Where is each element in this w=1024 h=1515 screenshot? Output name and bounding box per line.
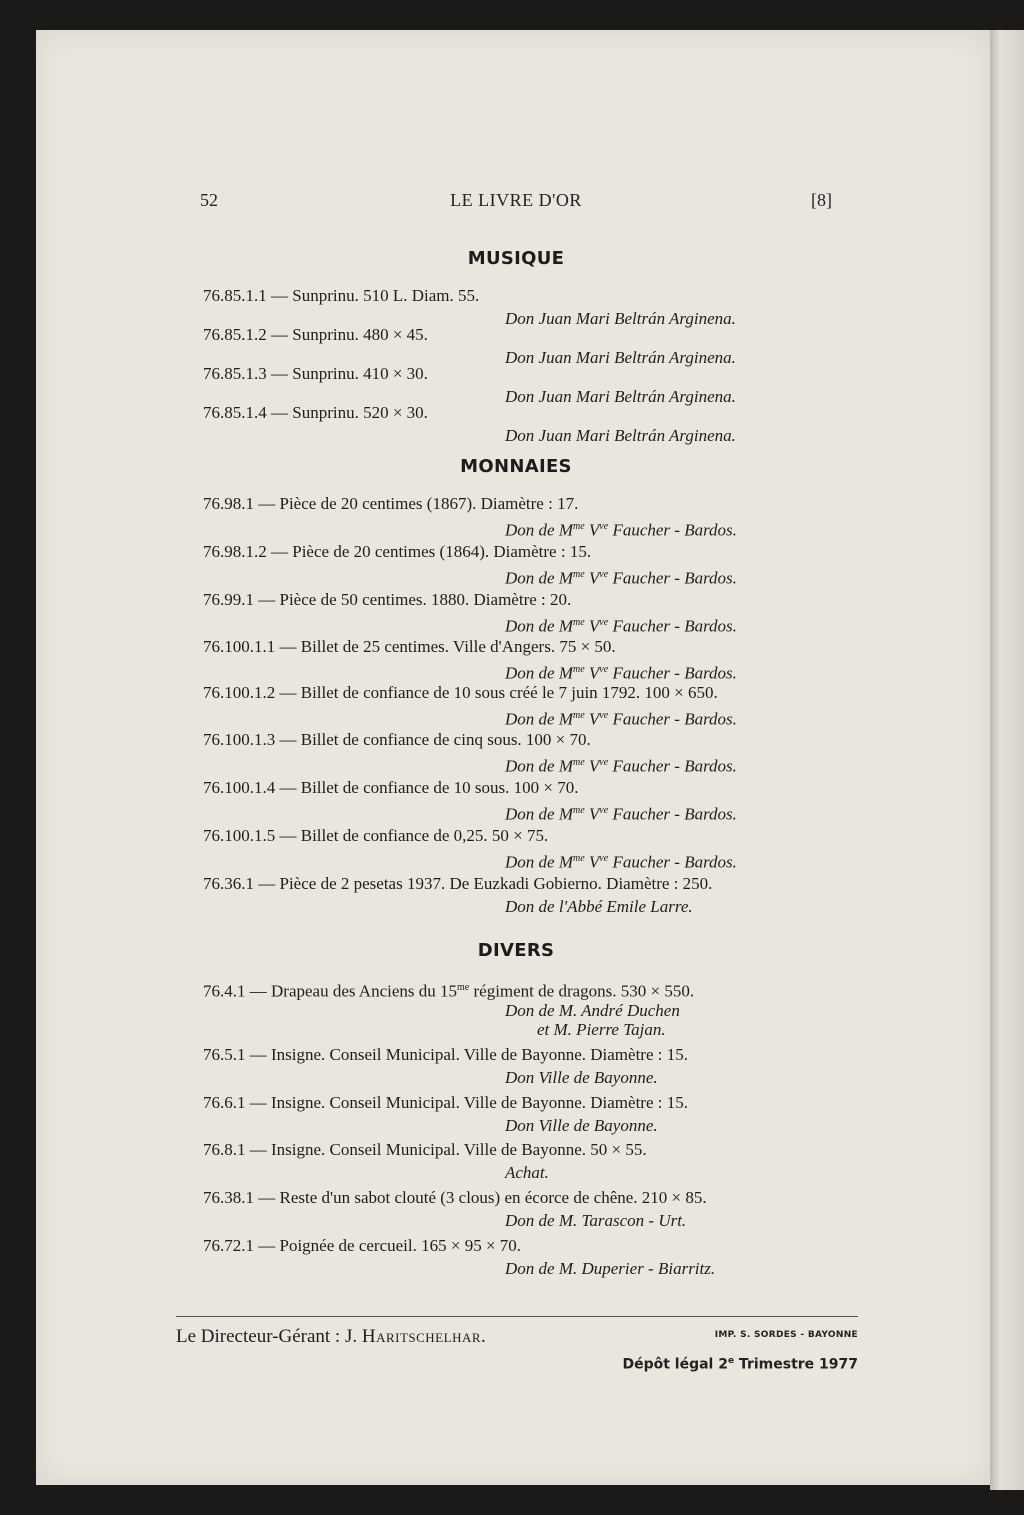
entry-monnaie: 76.100.1.1 — Billet de 25 centimes. Ville d'Angers. 75 × 50. Don de $M^{me}$ $V^{ve}$ Faucher - Bardos.	[203, 637, 737, 683]
entry-monnaie: 76.98.1 — Pièce de 20 centimes (1867). Diamètre : 17. Don de $M^{me}$ $V^{ve}$ Faucher - Bardos.	[203, 494, 737, 540]
section-title-musique: MUSIQUE	[467, 248, 565, 269]
entry-musique: 76.85.1.1 — Sunprinu. 510 L. Diam. 55. Don Juan Mari Beltrán Arginena. 76.85.1.2 — Sunprinu. 480 × 45. Don Juan Mari Beltrán Arginena. 76.85.1.3 — Sunprinu. 410 × 30. Don Juan Mari Beltrán Arginena. 76.85.1.4 — Sunprinu. 520 × 30. Don Juan Mari Beltrán Arginena.	[203, 286, 736, 445]
next-page-edge	[990, 30, 1024, 1490]
entry-monnaie: 76.100.1.5 — Billet de confiance de 0,25. 50 × 75. Don de $M^{me}$ $V^{ve}$ Faucher - Bardos.	[203, 826, 737, 872]
running-title: LE LIVRE D'OR	[450, 190, 582, 210]
section-title-monnaies: MONNAIES	[460, 456, 572, 477]
page-number: 52	[200, 190, 218, 210]
entry-monnaie: 76.99.1 — Pièce de 50 centimes. 1880. Diamètre : 20. Don de $M^{me}$ $V^{ve}$ Faucher - Bardos.	[203, 590, 737, 636]
directeur-name: Haritschelhar.	[361, 1326, 487, 1347]
entry-divers: 76.6.1 — Insigne. Conseil Municipal. Ville de Bayonne. Diamètre : 15. Don Ville de Bayonne.	[203, 1093, 688, 1135]
footer-divider	[176, 1316, 858, 1317]
section-title-divers: DIVERS	[477, 940, 555, 961]
entry-divers: 76.38.1 — Reste d'un sabot clouté (3 clous) en écorce de chêne. 210 × 85. Don de M. Tarascon - Urt.	[203, 1188, 707, 1230]
entry-divers: 76.8.1 — Insigne. Conseil Municipal. Ville de Bayonne. 50 × 55. Achat.	[203, 1140, 647, 1182]
entry-monnaie: 76.98.1.2 — Pièce de 20 centimes (1864). Diamètre : 15. Don de $M^{me}$ $V^{ve}$ Faucher - Bardos.	[203, 542, 737, 588]
entry-monnaie: 76.36.1 — Pièce de 2 pesetas 1937. De Euzkadi Gobierno. Diamètre : 250. Don de l'Abbé Emile Larre.	[203, 874, 713, 916]
entry-monnaie: 76.100.1.4 — Billet de confiance de 10 sous. 100 × 70. Don de $M^{me}$ $V^{ve}$ Faucher - Bardos.	[203, 778, 737, 824]
entry-divers: 76.5.1 — Insigne. Conseil Municipal. Ville de Bayonne. Diamètre : 15. Don Ville de Bayonne.	[203, 1045, 688, 1087]
page-header	[200, 186, 832, 216]
footer-depot-legal: Dépôt légal 2e Trimestre 1977	[622, 1356, 858, 1373]
entry-monnaie: 76.100.1.2 — Billet de confiance de 10 sous créé le 7 juin 1792. 100 × 650. Don de $M^{me}$ $V^{ve}$ Faucher - Bardos.	[203, 683, 737, 729]
section-number: [8]	[811, 190, 832, 210]
footer-imprimeur: IMP. S. SORDES - BAYONNE	[714, 1330, 858, 1340]
entry-divers: 76.72.1 — Poignée de cercueil. 165 × 95 × 70. Don de M. Duperier - Biarritz.	[203, 1236, 716, 1278]
entry-divers: 76.4.1 — Drapeau des Anciens du $15^{me}$ régiment de dragons. 530 × 550. Don de M. André Duchen et M. Pierre Tajan.	[203, 981, 695, 1039]
footer-directeur: Le Directeur-Gérant : J. Haritschelhar.	[176, 1326, 487, 1347]
entry-monnaie: 76.100.1.3 — Billet de confiance de cinq sous. 100 × 70. Don de $M^{me}$ $V^{ve}$ Faucher - Bardos.	[203, 730, 737, 776]
